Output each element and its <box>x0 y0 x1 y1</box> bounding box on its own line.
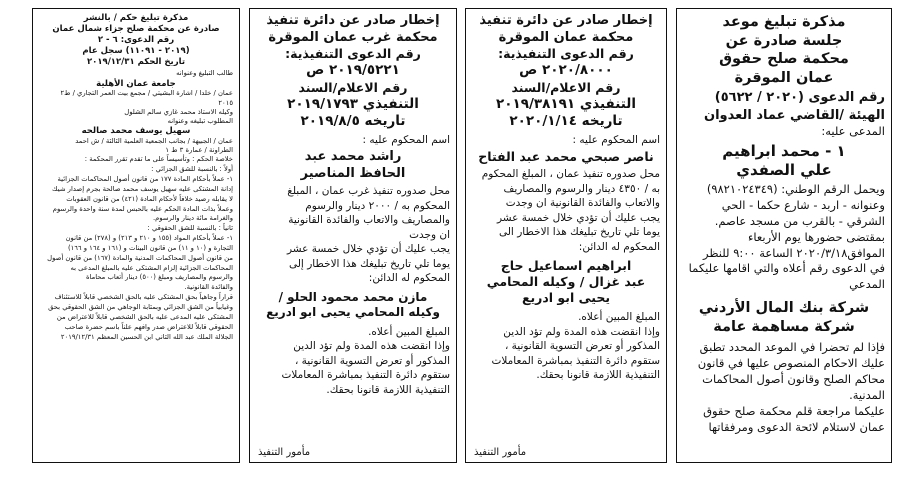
body-line: يجب عليك أن تؤدي خلال خمسة عشر <box>496 211 660 224</box>
closing-line: التنفيذية اللازمة قانونا بحقك. <box>536 369 660 382</box>
plaintiff-name: شركة بنك المال الأردني <box>698 300 870 317</box>
closing-line: عمان لاستلام لائحة الدعوى ومرفقاتها <box>708 419 885 434</box>
closing-line: ستقوم دائرة التنفيذ بمباشرة المعاملات <box>491 354 660 367</box>
notice-title-line: إخطار صادر عن دائرة تنفيذ <box>266 13 440 28</box>
header-line: رقم الدعوى: ٦ - ٢ <box>97 34 175 45</box>
judgment-line: لا يقابله رصيد خلافاً لأحكام المادة (٤٢١) من قانون العقوبات <box>66 194 233 203</box>
closing-line: المذكور أو تعرض التسوية القانونية ، <box>294 354 450 367</box>
creditor-line: ابراهيم اسماعيل حاج <box>500 258 632 274</box>
notice-title-line: محكمة صلح حقوق <box>719 51 849 68</box>
judgment-line: وغيابياً من الشق الجزائي وبمثابة الوجاهي من الشق الحقوقي بحق <box>48 302 233 311</box>
detail-line: الموافق٢٠٢٠/٣/١٨ الساعة ٩:٠٠ للنظر <box>702 245 885 260</box>
defendant-label: المدعى عليه: <box>821 124 885 139</box>
closing-line: التنفيذية اللازمة قانونا بحقك. <box>326 383 450 396</box>
closing-line: فإذا لم تحضرا في الموعد المحدد تطبق <box>699 340 885 355</box>
plaintiff-type: شركة مساهمة عامة <box>713 318 855 335</box>
announce-date: تاريخه ٢٠٢٠/١/١٤ <box>509 112 623 129</box>
detail-line: الشرقي - بالقرب من مسجد عاصم. <box>714 213 885 228</box>
header-line: مذكرة تبليغ حكم / بالنشر <box>83 13 189 23</box>
creditor-line: وكيله المحامي يحيى ابو ادريع <box>266 305 440 320</box>
defendant-name: الحافظ المناصير <box>300 165 406 181</box>
creditor-line: يحيى ابو ادريع <box>521 290 611 306</box>
header-line: صادرة عن محكمة صلح جزاء شمال عمان <box>52 23 220 34</box>
requester-address: عمان / خلدا / اشارة البشيتي / مجمع بيت العمر التجاري / ط٢ <box>60 89 233 98</box>
notice-title-line: مذكرة تبليغ موعد <box>722 14 846 30</box>
creditor-line: عبد غزال / وكيله المحامي <box>486 274 646 290</box>
header-line: (٢٠١٩ - ١١٠٩١) سجل عام <box>82 45 190 56</box>
body-line: ان وجدت <box>409 228 450 241</box>
notice-amman-execution <box>465 8 667 463</box>
header-line: تاريخ الحكم ٢٠١٩/١٢/٣١ <box>86 56 186 67</box>
notice-session-summons <box>676 8 892 463</box>
defendant-name: ناصر صبحي محمد عبد الفتاح <box>478 149 654 165</box>
announce-label: رقم الاعلام/السند <box>298 79 408 95</box>
judgment-line: والفائدة القانونية. <box>184 283 233 292</box>
body-line: يوما تلي تاريخ تبليغك هذا الاخطار الى <box>498 226 660 239</box>
judgment-line: ثانياً : بالنسبة للشق الحقوقي : <box>147 224 233 233</box>
detail-line: المدعي <box>849 277 885 292</box>
detail-line: ويحمل الرقم الوطني: (٩٨٢١٠٢٤٣٤٩) <box>706 182 885 197</box>
requester-label: طالب التبليغ وعنوانه <box>176 69 233 78</box>
closing-line: وإذا انقضت هذه المدة ولم تؤد الدين <box>503 325 660 338</box>
creditor-line: مازن محمد محمود الحلو / <box>278 289 428 304</box>
notice-title-line: جلسة صادرة عن <box>725 32 843 49</box>
body-line: يوما تلي تاريخ تبليغك هذا الاخطار إلى <box>288 257 450 270</box>
notice-judgment-publication <box>32 8 240 463</box>
requester-agent: وكيله الاستاذ محمد غازي سالم الشلول <box>124 107 233 116</box>
closing-line: عليك الاحكام المنصوص عليها في قانون <box>697 356 885 371</box>
body-line: محل صدوره تنفيذ عمان ، المبلغ المحكوم <box>481 168 660 181</box>
judgment-line: خلاصة الحكم : وتأسيساً على ما تقدم تقرر المحكمة : <box>84 155 233 164</box>
notice-title-line: محكمة غرب عمان الموقرة <box>268 29 438 45</box>
judgment-line: والغرامة مائة دينار والرسوم. <box>152 214 233 223</box>
judgment-line: ١- عملاً بأحكام المواد (١٥٥ و ٢١٠ و ٢١٣) و (٢٧٨) من قانون <box>65 234 233 243</box>
body-line: المحكوم له الدائن: <box>368 272 450 285</box>
judgment-line: إدانة المشتكى عليه سهيل يوسف محمد صالحة بجرم إصدار شيك <box>52 184 233 193</box>
target-name: سهيل يوسف محمد صالحه <box>81 126 191 137</box>
body-line: محل صدوره تنفيذ غرب عمان ، المبلغ <box>287 185 450 198</box>
body-line: المحكوم له الدائن: <box>578 240 660 253</box>
signature: مأمور التنفيذ <box>258 447 311 458</box>
notice-title-line: محكمة عمان الموقرة <box>498 29 634 45</box>
judgment-line: الجلالة الملك عبد الله الثاني ابن الحسين المعظم ٢٠١٩/١٢/٣١ <box>60 332 233 341</box>
announce-number: التنفيذي ٢٠١٩/١٧٩٣ <box>287 95 419 112</box>
judgment-line: أولاً : بالنسبة للشق الجزائي : <box>151 165 233 174</box>
notice-title-line: عمان الموقرة <box>734 69 834 86</box>
judgment-line: ١- عملاً بأحكام المادة ١٧٧ من قانون أصول المحاكمات الجزائية <box>57 175 233 184</box>
announce-number: التنفيذي ٢٠١٩/٣٨١٩١ <box>496 95 636 112</box>
exec-case-label: رقم الدعوى التنفيذية: <box>498 46 634 62</box>
exec-case-number: ٢٠٢٠/٨٠٠٠ ص <box>519 62 613 79</box>
judgment-line: قراراً وجاهياً بحق المشتكى عليه بالحق الشخصي قابلاً للاستئناف <box>54 293 233 302</box>
closing-line: المذكور أو تعرض التسوية القانونية ، <box>504 340 660 353</box>
announce-date: تاريخه ٢٠١٩/٨/٥ <box>300 112 406 129</box>
defendant-name: ١ - محمد ابراهيم <box>722 141 846 160</box>
detail-line: وعنوانه - اربد - شارع حكما - الحي <box>721 198 885 213</box>
judgment-line: من قانون أصول المحاكمات المدنية والمادة (١٦٧) من قانون أصول <box>47 253 233 262</box>
judgment-line: التجارة و (١٠ و ١١) من قانون البينات و (١٦١ و ١٦٤ و ١٦٦) <box>67 243 233 252</box>
requester-name: جامعة عمان الأهلية <box>96 78 176 89</box>
defendant-name: علي الصفدي <box>736 160 832 179</box>
closing-line: ستقوم دائرة التنفيذ بمباشرة المعاملات <box>281 369 450 382</box>
closing-line: عليكما مراجعة قلم محكمة صلح حقوق <box>703 403 885 418</box>
judgment-line: المشتكى عليه المدعى عليه بالحق الشخصي قابلاً للاعتراض من <box>56 312 233 321</box>
judgment-line: الحقوقي قابلاً للاعتراض صدر وافهم علناً باسم حضرة صاحب <box>64 322 233 331</box>
closing-line: المبلغ المبين أعلاه. <box>578 311 660 324</box>
judgment-line: والرسوم والمصاريف ومبلغ (٥٠٠) دينار أتعاب محاماة <box>85 273 233 282</box>
panel-judge: الهيئة /القاضي عماد العدوان <box>704 107 885 123</box>
defendant-label: اسم المحكوم عليه : <box>362 134 450 147</box>
case-number: رقم الدعوى (٢٠٢٠ / ٥٦٢٢) <box>714 90 885 106</box>
signature: مأمور التنفيذ <box>474 447 527 458</box>
closing-line: محاكم الصلح وقانون أصول المحاكمات <box>702 372 885 386</box>
judgment-line: وعملاً بذات المادة الحكم عليه بالحبس لمدة سنة واحدة والرسوم <box>52 204 233 213</box>
defendant-label: اسم المحكوم عليه : <box>572 134 660 147</box>
notice-west-amman-execution <box>249 8 457 463</box>
exec-case-number: ٢٠١٩/٥٢٢١ ص <box>306 62 400 79</box>
defendant-name: راشد محمد عبد <box>304 149 402 165</box>
target-address: الطراونة / عمارة ٣ ط ١ <box>165 146 233 155</box>
body-line: والمصاريف والاتعاب والفائدة القانونية <box>288 214 450 227</box>
closing-line: المدنية. <box>849 387 885 402</box>
body-line: يجب عليك أن تؤدي خلال خمسة عشر <box>286 243 450 256</box>
detail-line: بمقتضى حضورها يوم الأربعاء <box>747 229 885 244</box>
body-line: المحكوم به / ٢٠٠٠ دينار والرسوم <box>305 199 450 212</box>
detail-line: في الدعوى رقم أعلاه والتي اقامها عليكما <box>688 261 885 276</box>
exec-case-label: رقم الدعوى التنفيذية: <box>285 46 421 62</box>
body-line: والاتعاب والفائدة القانونية ان وجدت <box>505 197 660 210</box>
target-address: عمان / الجبيهة / بجانب الجمعية العلمية الثالثة / ش احمد <box>75 136 233 145</box>
notice-title-line: إخطار صادر عن دائرة تنفيذ <box>479 13 653 28</box>
target-label: المطلوب تبليغه وعنوانه <box>167 116 233 125</box>
body-line: به / ٤٣٥٠ دينار والرسوم والمصاريف <box>503 182 660 195</box>
judgment-line: المحاكمات الجزائية إلزام المشتكى عليه بالمبلغ المدعى به <box>70 263 233 272</box>
requester-address: ٢٠١٥ <box>218 98 233 107</box>
closing-line: المبلغ المبين أعلاه. <box>368 325 450 338</box>
closing-line: وإذا انقضت هذه المدة ولم تؤد الدين <box>293 340 450 353</box>
announce-label: رقم الاعلام/السند <box>511 79 621 95</box>
